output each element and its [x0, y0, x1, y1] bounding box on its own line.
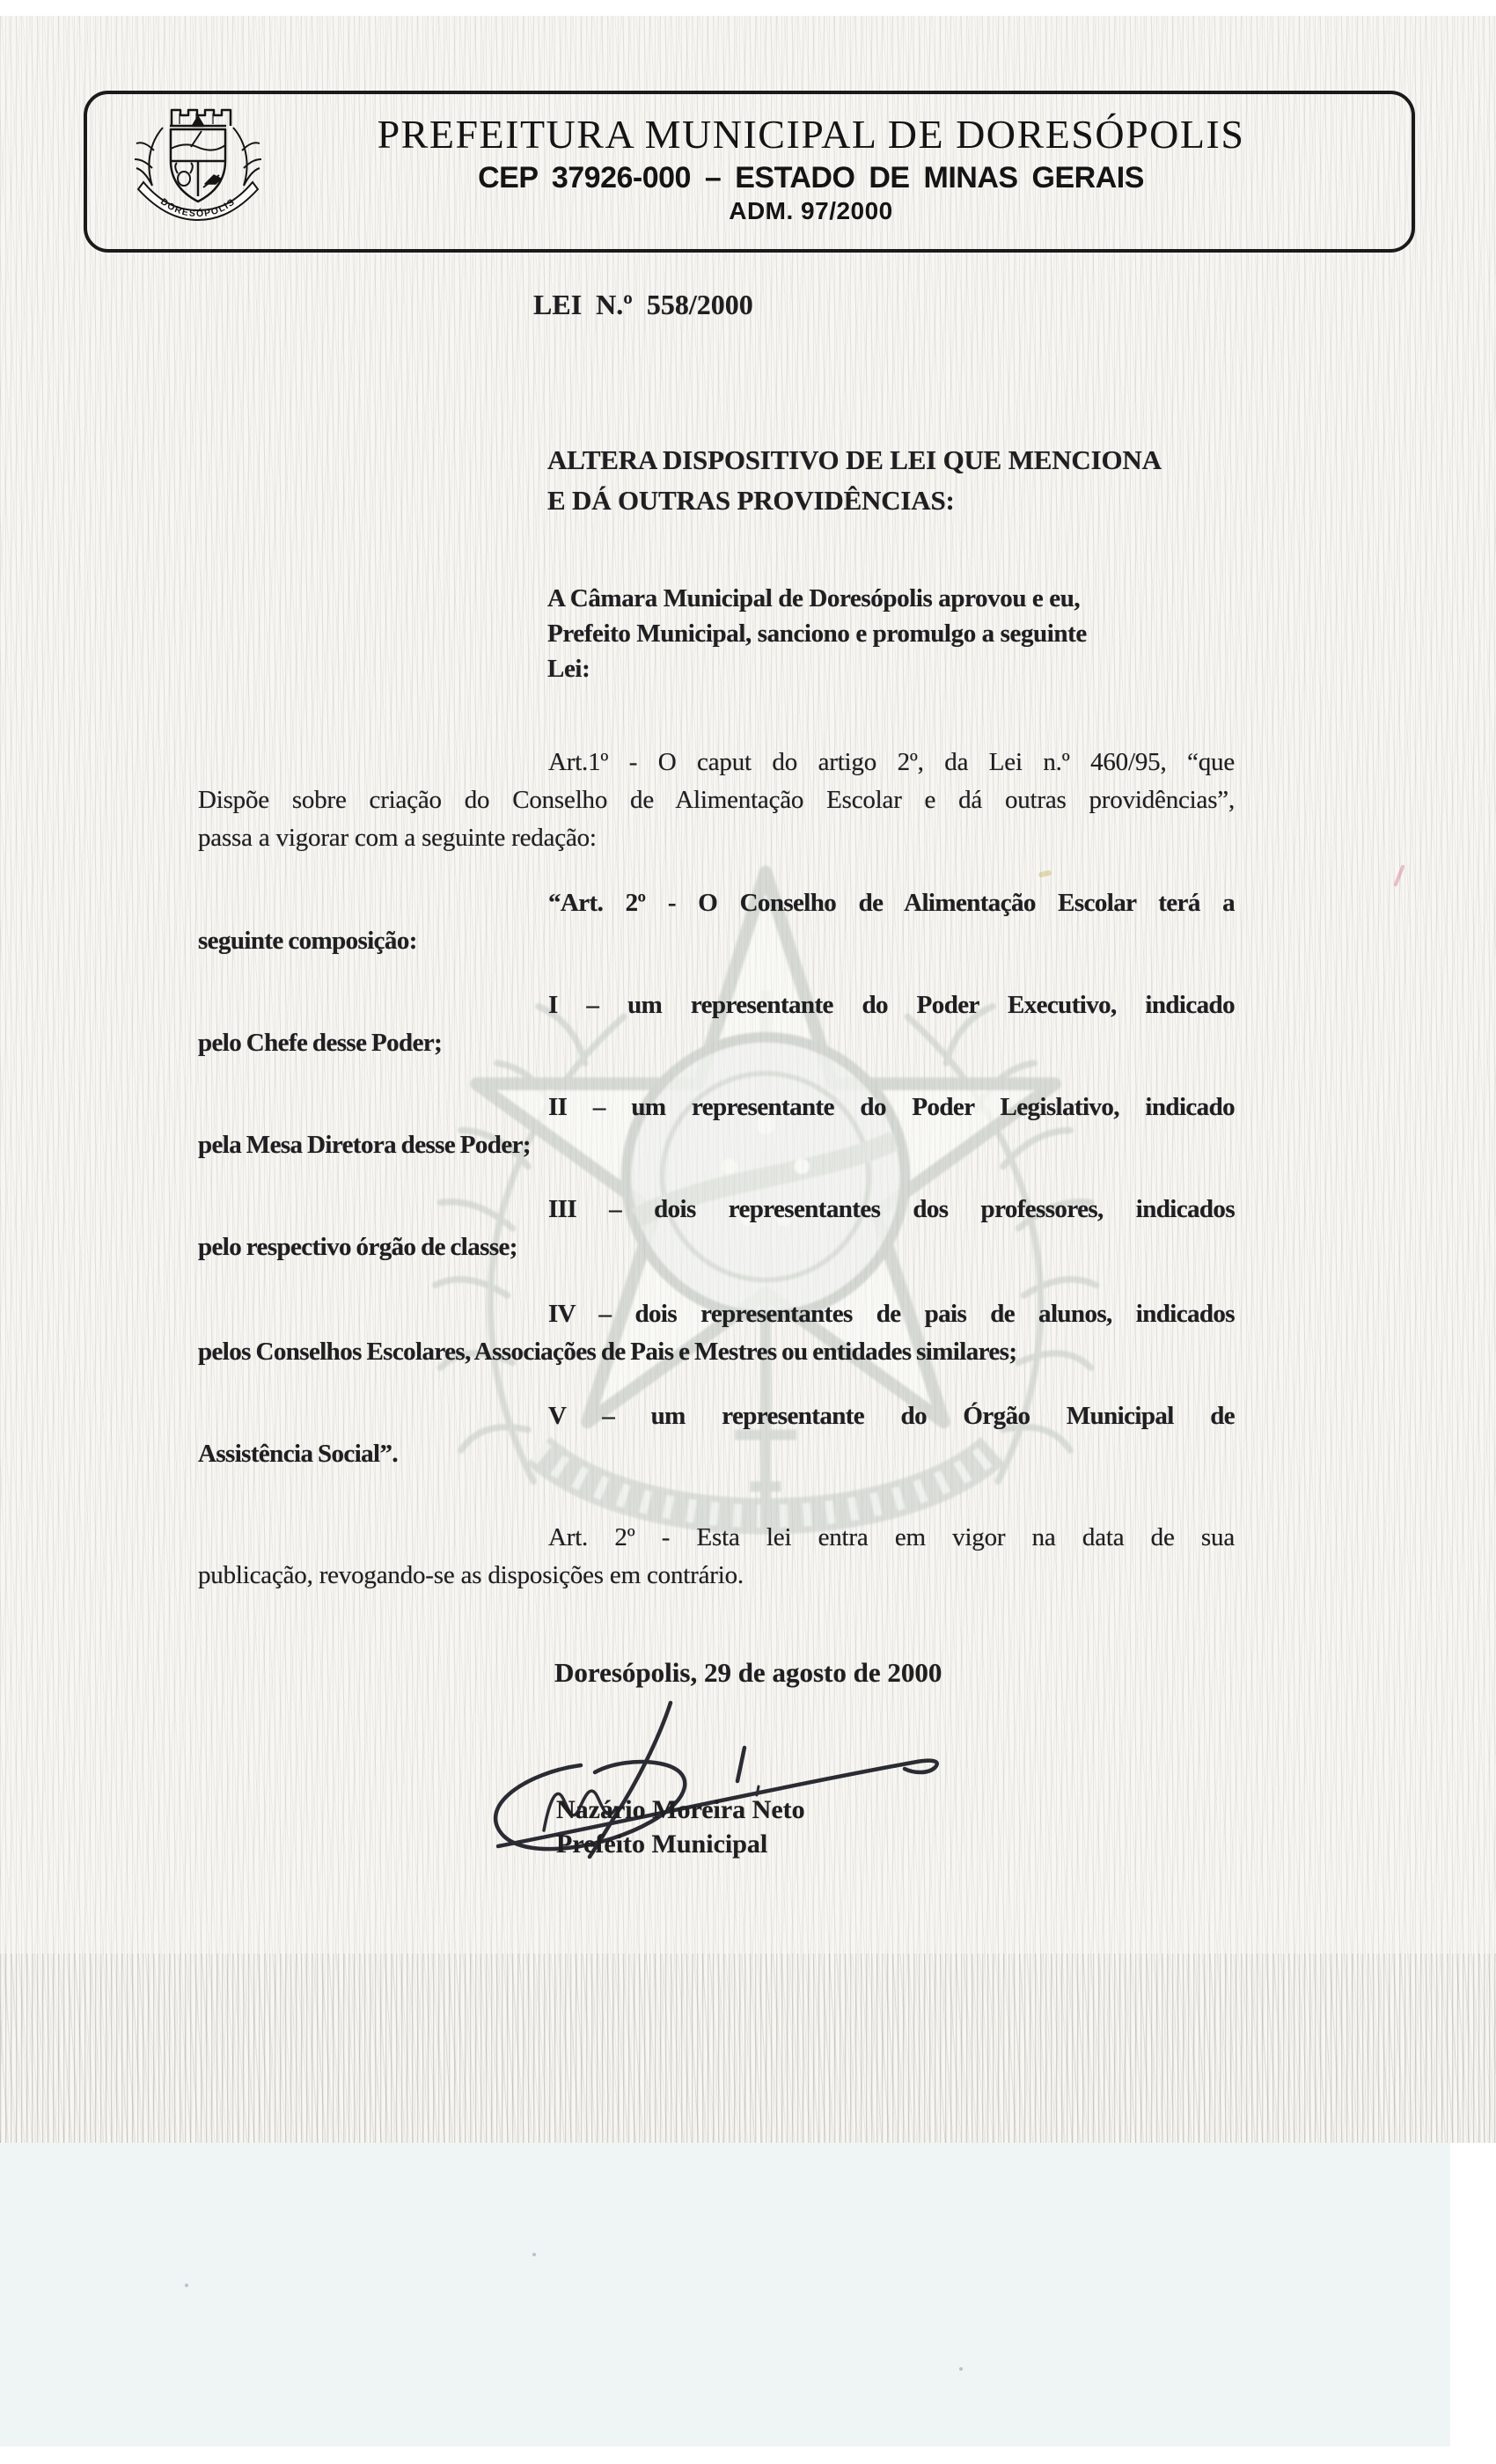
- preamble: [547, 581, 1234, 686]
- item-line: pelo Chefe desse Poder;: [198, 1029, 443, 1057]
- item-line: pela Mesa Diretora desse Poder;: [198, 1131, 531, 1159]
- council-member-item: [198, 986, 1235, 1062]
- dust-speck: [532, 2253, 536, 2256]
- org-name: PREFEITURA MUNICIPAL DE DORESÓPOLIS: [377, 112, 1245, 157]
- article-2: [198, 1519, 1235, 1595]
- item-line: V – um representante do Órgão Municipal de: [548, 1402, 1235, 1430]
- preamble-line: Lei:: [547, 655, 590, 683]
- signatory-role: Prefeito Municipal: [556, 1830, 768, 1859]
- signatory-name: Nazário Moreira Neto: [556, 1795, 805, 1824]
- crest-banner-text: DORESÓPOLIS: [158, 196, 238, 220]
- paper-texture-band: [0, 1954, 1496, 2143]
- item-line: III – dois representantes dos professores, indicados: [548, 1195, 1235, 1223]
- item-line: Assistência Social”.: [198, 1440, 399, 1468]
- council-member-item: [198, 1397, 1235, 1473]
- law-body: [198, 744, 1235, 1595]
- article-1-line: Dispõe sobre criação do Conselho de Alimentação Escolar e dá outras providências”,: [198, 786, 1235, 814]
- svg-text:DORESÓPOLIS: [158, 196, 238, 219]
- article-2-line: Art. 2º - Esta lei entra em vigor na data de sua: [548, 1523, 1235, 1551]
- article-1-line: Art.1º - O caput do artigo 2º, da Lei n.º 460/95, “que: [548, 748, 1235, 776]
- quoted-article-line: “Art. 2º - O Conselho de Alimentação Escolar terá a: [548, 889, 1235, 917]
- quoted-article-intro: [198, 884, 1235, 960]
- preamble-line: A Câmara Municipal de Doresópolis aprovou e eu,: [547, 584, 1081, 612]
- council-member-item: [198, 1089, 1235, 1164]
- article-1-line: passa a vigorar com a seguinte redação:: [198, 824, 597, 852]
- item-line: pelo respectivo órgão de classe;: [198, 1233, 517, 1261]
- article-1: [198, 744, 1235, 857]
- epigraph-line: E DÁ OUTRAS PROVIDÊNCIAS:: [547, 485, 955, 516]
- epigraph: [547, 440, 1269, 521]
- preamble-line: Prefeito Municipal, sanciono e promulgo a seguinte: [547, 620, 1087, 648]
- article-2-line: publicação, revogando-se as disposições em contrário.: [198, 1561, 744, 1589]
- letterhead-box: [84, 91, 1415, 253]
- scanner-background: [0, 2143, 1450, 2446]
- item-line: IV – dois representantes de pais de alunos, indicados: [548, 1300, 1235, 1328]
- quoted-article-line: seguinte composição:: [198, 927, 417, 955]
- address-line: CEP 37926-000 – ESTADO DE MINAS GERAIS: [478, 161, 1144, 194]
- epigraph-line: ALTERA DISPOSITIVO DE LEI QUE MENCIONA: [547, 444, 1162, 475]
- council-member-item: [198, 1295, 1235, 1371]
- item-line: pelos Conselhos Escolares, Associações de Pais e Mestres ou entidades similares;: [198, 1338, 1017, 1366]
- adm-line: ADM. 97/2000: [729, 197, 893, 224]
- dateline: Doresópolis, 29 de agosto de 2000: [554, 1657, 942, 1688]
- item-line: I – um representante do Poder Executivo, indicado: [548, 991, 1235, 1019]
- council-member-item: [198, 1191, 1235, 1266]
- item-line: II – um representante do Poder Legislativo, indicado: [548, 1093, 1235, 1121]
- law-number: LEI N.º 558/2000: [533, 289, 753, 320]
- dust-speck: [185, 2284, 188, 2287]
- dust-speck: [959, 2367, 963, 2371]
- municipal-coat-of-arms: [124, 99, 272, 238]
